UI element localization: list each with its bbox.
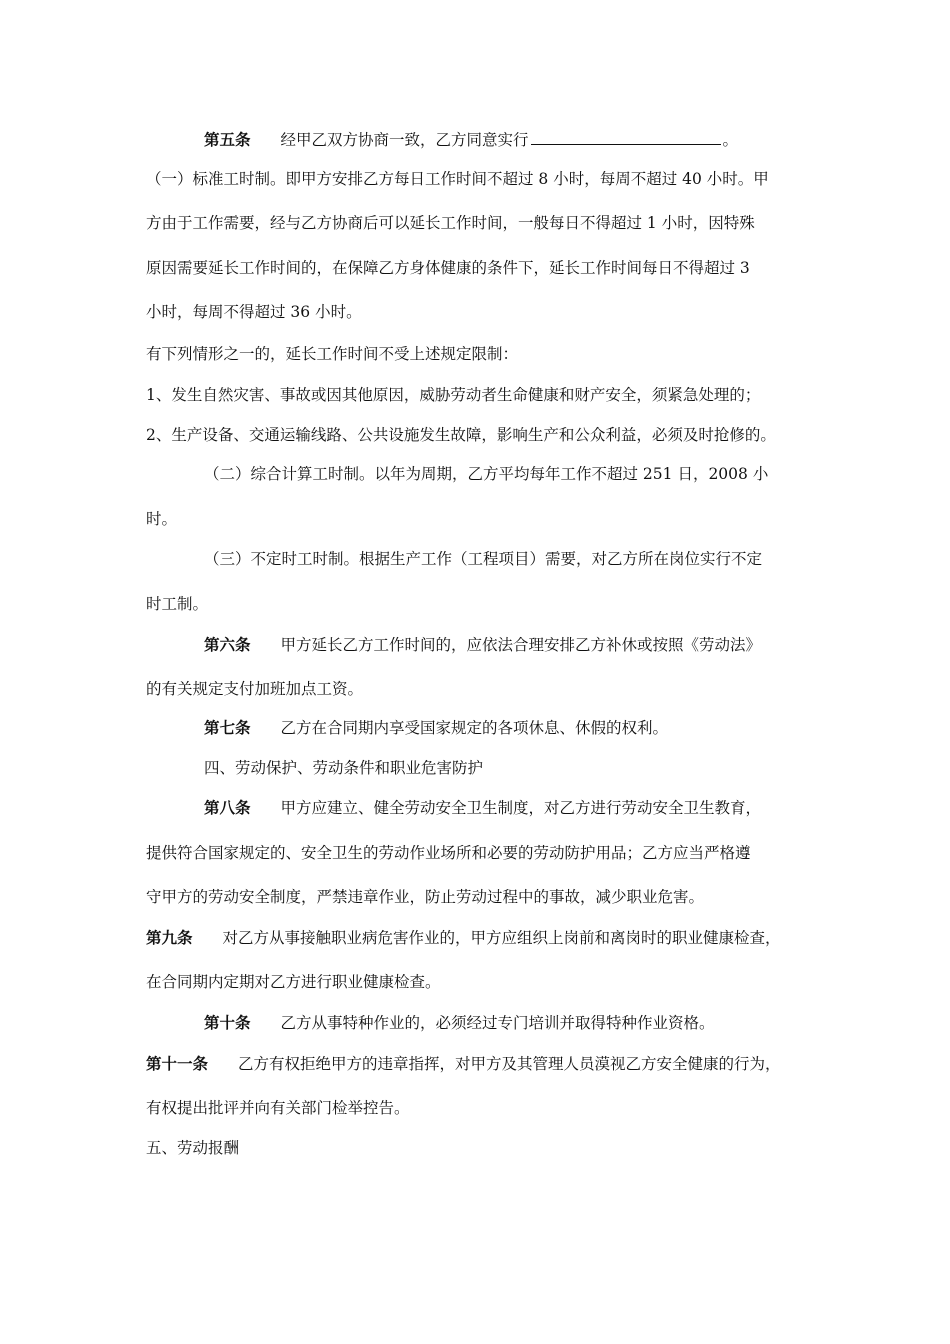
option-1-line-2: 方由于工作需要，经与乙方协商后可以延长工作时间，一般每日不得超过 1 小时，因特殊 xyxy=(146,214,755,232)
article-9-line-1: 第九条 对乙方从事接触职业病危害作业的，甲方应组织上岗前和离岗时的职业健康检查， xyxy=(146,928,781,947)
option-2-line-1: （二）综合计算工时制。以年为周期，乙方平均每年工作不超过 251 日，2008 小 xyxy=(204,465,769,483)
article-10-label: 第十条 xyxy=(204,1013,251,1032)
option-3-line-2: 时工制。 xyxy=(146,595,209,613)
article-8-line-1: 第八条 甲方应建立、健全劳动安全卫生制度，对乙方进行劳动安全卫生教育， xyxy=(204,798,762,817)
section-5-heading: 五、劳动报酬 xyxy=(146,1139,240,1157)
article-9-label: 第九条 xyxy=(146,928,193,947)
article-6-label: 第六条 xyxy=(204,635,251,654)
exception-1: 1、发生自然灾害、事故或因其他原因，威胁劳动者生命健康和财产安全，须紧急处理的； xyxy=(146,386,761,404)
article-8-line-2: 提供符合国家规定的、安全卫生的劳动作业场所和必要的劳动防护用品；乙方应当严格遵 xyxy=(146,844,751,862)
option-1-line-1: （一）标准工时制。即甲方安排乙方每日工作时间不超过 8 小时，每周不超过 40 小时。甲 xyxy=(146,170,769,188)
article-7-label: 第七条 xyxy=(204,718,251,737)
fill-in-blank[interactable] xyxy=(531,128,721,145)
article-9-line-2: 在合同期内定期对乙方进行职业健康检查。 xyxy=(146,973,441,991)
article-5-text: 经甲乙双方协商一致，乙方同意实行 xyxy=(280,131,529,149)
article-7-line-1: 第七条 乙方在合同期内享受国家规定的各项休息、休假的权利。 xyxy=(204,718,669,737)
option-1-line-3: 原因需要延长工作时间的，在保障乙方身体健康的条件下，延长工作时间每日不得超过 3 xyxy=(146,259,750,277)
article-11-line-1: 第十一条 乙方有权拒绝甲方的违章指挥，对甲方及其管理人员漠视乙方安全健康的行为， xyxy=(146,1054,781,1073)
article-11-label: 第十一条 xyxy=(146,1054,209,1073)
article-5-label: 第五条 xyxy=(204,130,251,149)
exception-intro: 有下列情形之一的，延长工作时间不受上述规定限制： xyxy=(146,345,519,363)
article-6-line-1: 第六条 甲方延长乙方工作时间的，应依法合理安排乙方补休或按照《劳动法》 xyxy=(204,635,762,654)
option-3-line-1: （三）不定时工时制。根据生产工作（工程项目）需要，对乙方所在岗位实行不定 xyxy=(204,550,763,568)
exception-2: 2、生产设备、交通运输线路、公共设施发生故障，影响生产和公众利益，必须及时抢修的。 xyxy=(146,426,776,444)
article-5-line-1: 第五条 经甲乙双方协商一致，乙方同意实行 。 xyxy=(204,130,739,149)
option-1-line-4: 小时，每周不得超过 36 小时。 xyxy=(146,303,362,321)
option-2-line-2: 时。 xyxy=(146,510,178,528)
article-8-label: 第八条 xyxy=(204,798,251,817)
article-6-line-2: 的有关规定支付加班加点工资。 xyxy=(146,680,364,698)
section-4-heading: 四、劳动保护、劳动条件和职业危害防护 xyxy=(204,759,484,777)
article-10-line-1: 第十条 乙方从事特种作业的，必须经过专门培训并取得特种作业资格。 xyxy=(204,1013,715,1032)
article-11-line-2: 有权提出批评并向有关部门检举控告。 xyxy=(146,1099,410,1117)
article-8-line-3: 守甲方的劳动安全制度，严禁违章作业，防止劳动过程中的事故，减少职业危害。 xyxy=(146,888,705,906)
